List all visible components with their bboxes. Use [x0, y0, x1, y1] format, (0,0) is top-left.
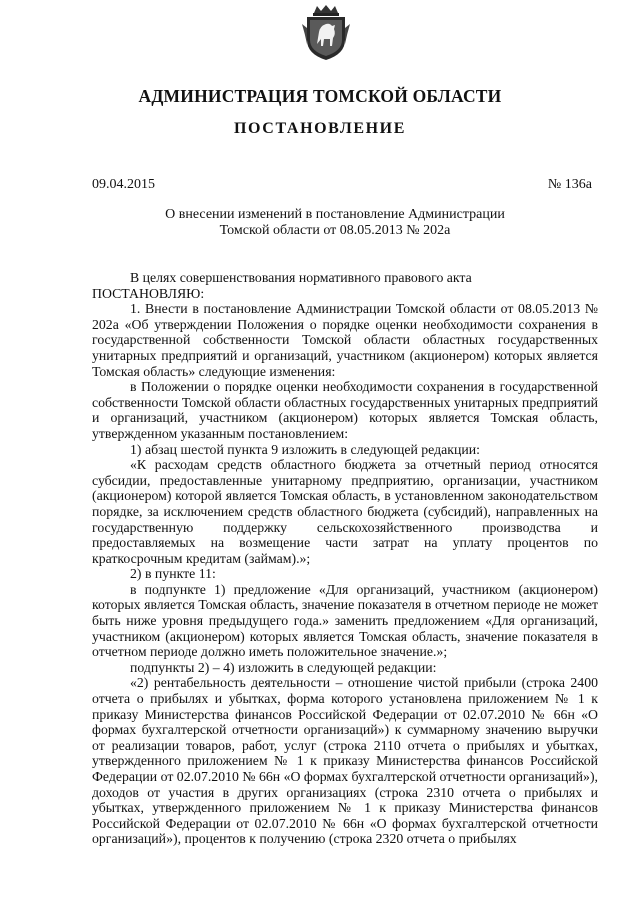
document-body — [92, 270, 598, 847]
document-type-title: ПОСТАНОВЛЕНИЕ — [234, 120, 406, 137]
resolve-word: ПОСТАНОВЛЯЮ: — [92, 285, 205, 301]
subject-line: О внесении изменений в постановление Администрации — [165, 207, 505, 222]
preamble-paragraph: В целях совершенствования нормативного правового акта — [130, 270, 472, 285]
body-paragraph: в подпункте 1) предложение «Для организаций, участником (акционером) которых является Томская область, значение показателя в отчетном периоде не может быть ниже уровня предыдущего года.» заменить предложением «Для организаций, участником (акционером) которых является Томская область, значение показателя в отчетном периоде должно иметь положительное значение.»; — [92, 581, 598, 660]
body-paragraph: в Положении о порядке оценки необходимости сохранения в государственной собственности Томской области областных государственных унитарных предприятий и организаций, участником (акционером) которых является Томская область, утвержденном указанным постановлением: — [92, 379, 598, 441]
body-paragraph: 1) абзац шестой пункта 9 изложить в следующей редакции: — [130, 441, 480, 457]
document-date: 09.04.2015 — [92, 177, 155, 192]
coat-of-arms-icon — [302, 4, 350, 62]
body-paragraph: подпункты 2) – 4) изложить в следующей редакции: — [130, 659, 437, 675]
body-paragraph: «К расходам средств областного бюджета за отчетный период относятся субсидии, предоставленные унитарному предприятию, организации, участником (акционером) которой является Томская область, в установленном законодательством порядке, за исключением средств областного бюджета (субсидий), направленных на государственную поддержку сельскохозяйственного производства и предоставляемых на возмещение части затрат на уплату процентов по краткосрочным кредитам (займам).»; — [92, 457, 598, 566]
subject-line: Томской области от 08.05.2013 № 202а — [219, 223, 451, 238]
body-paragraph: 1. Внести в постановление Администрации Томской области от 08.05.2013 № 202а «Об утверждении Положения о порядке оценки необходимости сохранения в государственной собственности Томской области областных государственных унитарных предприятий и организаций, участником (акционером) которых является Томская область» следующие изменения: — [92, 301, 598, 379]
organization-title: АДМИНИСТРАЦИЯ ТОМСКОЙ ОБЛАСТИ — [138, 86, 502, 106]
body-paragraph: 2) в пункте 11: — [130, 566, 216, 582]
document-number: № 136а — [547, 177, 592, 192]
body-paragraph: «2) рентабельность деятельности – отношение чистой прибыли (строка 2400 отчета о прибылях и убытках, форма которого установлена приложением № 1 к приказу Министерства финансов Российской Федерации от 02.07.2010 № 66н «О формах бухгалтерской отчетности организаций») к суммарному значению выручки от реализации товаров, работ, услуг (строка 2110 отчета о прибылях и убытках, утвержденного приложением № 1 к приказу Министерства финансов Российской Федерации от 02.07.2010 № 66н «О формах бухгалтерской отчетности организаций»), доходов от участия в других организациях (строка 2310 отчета о прибылях и убытках, утвержденного приложением № 1 к приказу Министерства финансов Российской Федерации от 02.07.2010 № 66н «О формах бухгалтерской отчетности организаций»), процентов к получению (строка 2320 отчета о прибылях — [92, 675, 598, 847]
document-subject — [150, 207, 520, 239]
